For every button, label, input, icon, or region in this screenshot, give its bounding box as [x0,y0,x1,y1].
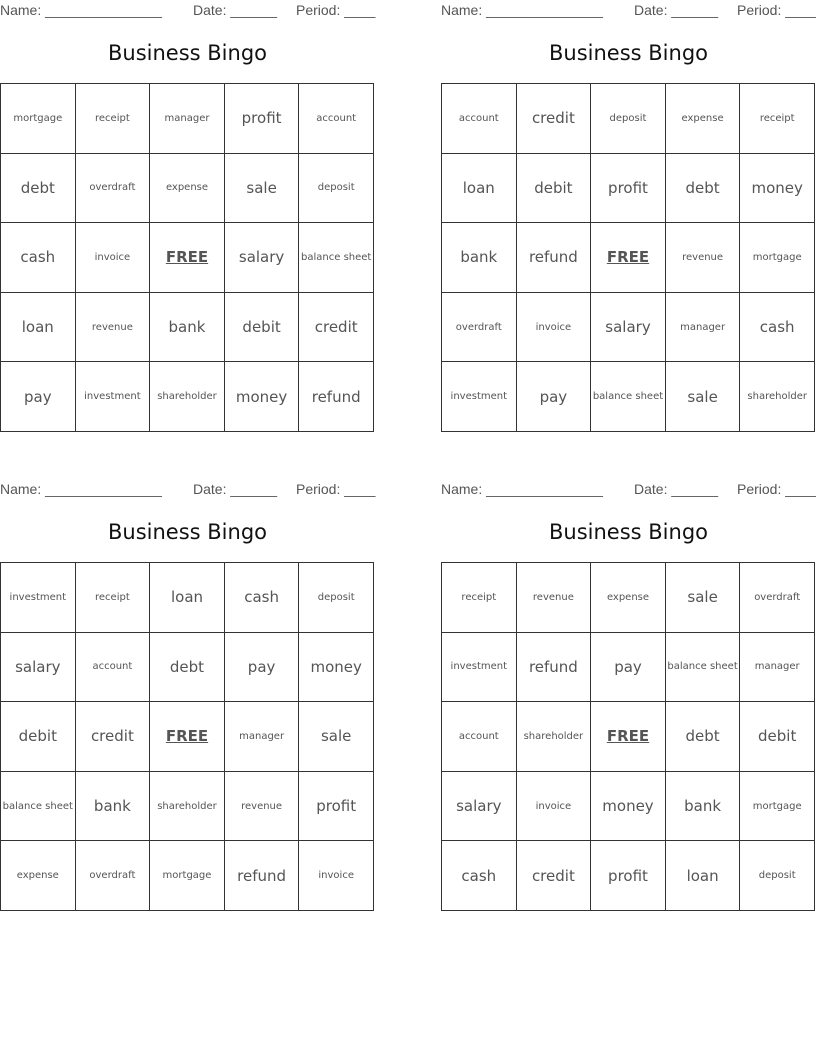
bingo-cell: salary [1,633,76,703]
bingo-cell: credit [299,293,374,363]
bingo-cell: cash [442,841,517,911]
bingo-cell: bank [150,293,225,363]
bingo-cell: shareholder [740,362,815,432]
bingo-cell: deposit [740,841,815,911]
bingo-cell: shareholder [517,702,592,772]
bingo-cell: investment [1,563,76,633]
bingo-cell: investment [76,362,151,432]
bingo-cell: money [299,633,374,703]
bingo-cell: expense [666,84,741,154]
bingo-cell: sale [225,154,300,224]
bingo-cell: salary [442,772,517,842]
bingo-cell: invoice [517,772,592,842]
bingo-cell: debt [150,633,225,703]
bingo-cell: sale [666,362,741,432]
bingo-cell: bank [666,772,741,842]
bingo-cell: shareholder [150,362,225,432]
bingo-cell: profit [299,772,374,842]
bingo-cell: expense [150,154,225,224]
bingo-cell: pay [591,633,666,703]
bingo-cell: balance sheet [591,362,666,432]
free-cell: FREE [150,223,225,293]
bingo-cell: cash [740,293,815,363]
bingo-cell: overdraft [76,154,151,224]
bingo-cell: manager [150,84,225,154]
period-field: Period: ____ [296,2,376,18]
date-field: Date: ______ [193,481,278,497]
bingo-cell: salary [225,223,300,293]
bingo-cell: loan [1,293,76,363]
bingo-cell: profit [225,84,300,154]
bingo-grid [0,562,374,911]
bingo-grid [441,83,815,432]
bingo-cell: invoice [299,841,374,911]
bingo-cell: balance sheet [299,223,374,293]
bingo-cell: debt [666,154,741,224]
bingo-cell: pay [225,633,300,703]
bingo-cell: receipt [740,84,815,154]
bingo-cell: revenue [225,772,300,842]
bingo-cell: credit [76,702,151,772]
bingo-cell: cash [1,223,76,293]
bingo-cell: debt [1,154,76,224]
bingo-cell: shareholder [150,772,225,842]
period-field: Period: ____ [737,481,816,497]
bingo-cell: deposit [299,563,374,633]
bingo-cell: invoice [76,223,151,293]
card-title: Business Bingo [548,41,708,65]
bingo-cell: investment [442,633,517,703]
bingo-cell: receipt [442,563,517,633]
card-title: Business Bingo [107,520,267,544]
bingo-cell: balance sheet [666,633,741,703]
bingo-cell: profit [591,154,666,224]
free-cell: FREE [591,702,666,772]
bingo-cell: refund [517,223,592,293]
bingo-cell: mortgage [150,841,225,911]
bingo-grid [0,83,374,432]
bingo-cell: refund [517,633,592,703]
bingo-cell: salary [591,293,666,363]
name-field: Name: _______________ [441,481,603,497]
bingo-cell: mortgage [740,223,815,293]
bingo-cell: loan [150,563,225,633]
bingo-cell: account [76,633,151,703]
bingo-cell: money [225,362,300,432]
bingo-cell: debit [517,154,592,224]
card-header [441,0,816,22]
bingo-cell: manager [740,633,815,703]
date-field: Date: ______ [193,2,278,18]
bingo-grid [441,562,815,911]
bingo-cell: money [591,772,666,842]
bingo-cell: mortgage [1,84,76,154]
bingo-cell: debit [225,293,300,363]
period-field: Period: ____ [737,2,816,18]
bingo-cell: revenue [517,563,592,633]
bingo-cell: cash [225,563,300,633]
bingo-cell: profit [591,841,666,911]
bingo-cell: refund [299,362,374,432]
card-header [0,479,375,501]
free-cell: FREE [591,223,666,293]
bingo-cell: invoice [517,293,592,363]
bingo-cell: manager [225,702,300,772]
bingo-cell: overdraft [442,293,517,363]
bingo-cell: deposit [591,84,666,154]
bingo-cell: revenue [76,293,151,363]
name-field: Name: _______________ [441,2,603,18]
bingo-cell: overdraft [740,563,815,633]
bingo-cell: loan [666,841,741,911]
card-header [441,479,816,501]
free-cell: FREE [150,702,225,772]
bingo-cell: debit [740,702,815,772]
period-field: Period: ____ [296,481,376,497]
bingo-cell: account [442,84,517,154]
bingo-cell: pay [517,362,592,432]
bingo-cell: balance sheet [1,772,76,842]
bingo-cell: receipt [76,84,151,154]
bingo-cell: bank [76,772,151,842]
bingo-cell: mortgage [740,772,815,842]
bingo-cell: deposit [299,154,374,224]
card-title: Business Bingo [548,520,708,544]
bingo-cell: credit [517,841,592,911]
bingo-cell: sale [666,563,741,633]
bingo-cell: account [299,84,374,154]
bingo-cell: expense [1,841,76,911]
bingo-cell: bank [442,223,517,293]
bingo-cell: debt [666,702,741,772]
bingo-cell: receipt [76,563,151,633]
card-header [0,0,375,22]
bingo-cell: overdraft [76,841,151,911]
name-field: Name: _______________ [0,481,162,497]
card-title: Business Bingo [107,41,267,65]
bingo-cell: debit [1,702,76,772]
bingo-cell: manager [666,293,741,363]
bingo-cell: refund [225,841,300,911]
date-field: Date: ______ [634,2,719,18]
bingo-cell: credit [517,84,592,154]
bingo-cell: investment [442,362,517,432]
name-field: Name: _______________ [0,2,162,18]
bingo-cell: revenue [666,223,741,293]
bingo-cell: money [740,154,815,224]
bingo-cell: account [442,702,517,772]
bingo-cell: loan [442,154,517,224]
bingo-cell: expense [591,563,666,633]
bingo-cell: pay [1,362,76,432]
bingo-cell: sale [299,702,374,772]
date-field: Date: ______ [634,481,719,497]
